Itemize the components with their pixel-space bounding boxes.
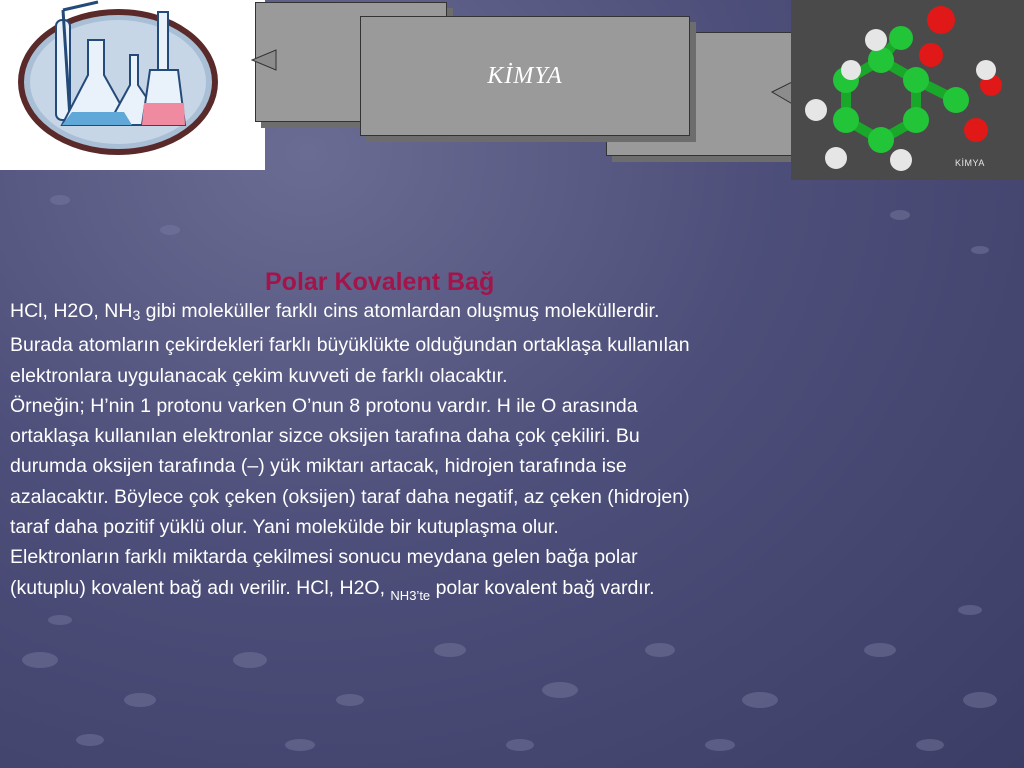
lab-glassware-image	[0, 0, 265, 170]
subscript: NH3’te	[390, 587, 431, 603]
text-line: durumda oksijen tarafında (–) yük miktarı artacak, hidrojen tarafında ise	[10, 455, 627, 478]
text-line: elektronlara uygulanacak çekim kuvveti de farklı olacaktır.	[10, 364, 508, 387]
molecule-model-image	[791, 0, 1024, 180]
text-line: taraf daha pozitif yüklü olur. Yani molekülde bir kutuplaşma olur.	[10, 516, 559, 539]
text-segment: (kutuplu) kovalent bağ adı verilir. HCl, H2O,	[10, 576, 391, 599]
text-line: azalacaktır. Böylece çok çeken (oksijen) taraf daha negatif, az çeken (hidrojen)	[10, 485, 690, 508]
subscript: 3	[132, 307, 141, 323]
lesson-text	[10, 264, 1014, 611]
lab-glassware-icon	[0, 0, 265, 170]
molecule-caption: KİMYA	[955, 158, 985, 168]
text-segment: gibi moleküller farklı cins atomlardan oluşmuş moleküllerdir.	[140, 300, 660, 322]
text-line	[10, 573, 1014, 611]
text-line: ortaklaşa kullanılan elektronlar sizce oksijen tarafına daha çok çekiliri. Bu	[10, 425, 640, 448]
arrow-tab-left-icon	[250, 48, 280, 72]
page-title: KİMYA	[487, 62, 563, 89]
section-heading: Polar Kovalent Bağ	[265, 268, 495, 296]
text-line	[10, 296, 1014, 330]
text-line: Örneğin; H’nin 1 protonu varken O’nun 8 protonu vardır. H ile O arasında	[10, 394, 638, 417]
text-line: Burada atomların çekirdekleri farklı büyüklükte olduğundan ortaklaşa kullanılan	[10, 334, 690, 357]
molecule-model-icon	[791, 0, 1024, 180]
text-line: Elektronların farklı miktarda çekilmesi sonucu meydana gelen bağa polar	[10, 546, 638, 569]
text-segment: polar kovalent bağ vardır.	[430, 576, 655, 599]
text-segment: HCl, H2O, NH	[10, 300, 133, 322]
